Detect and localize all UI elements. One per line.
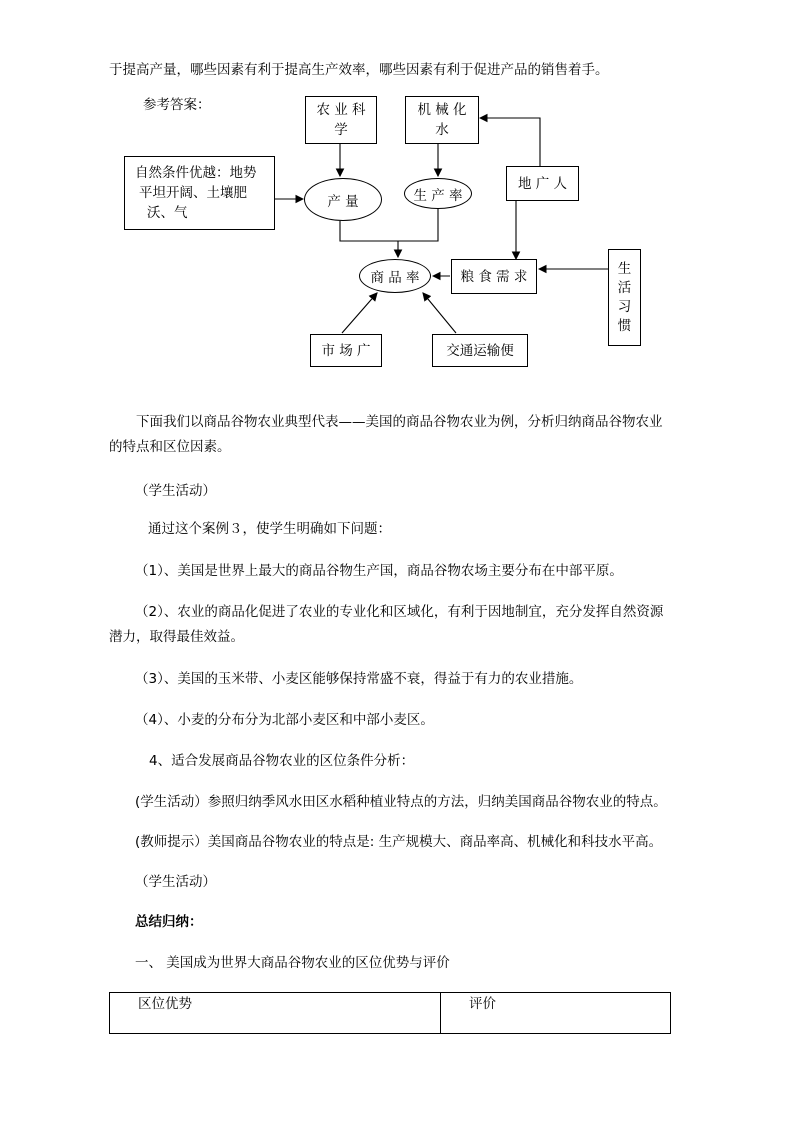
grain-demand-box: 粮 食 需 求 [451,259,537,294]
item-2b: 潜力，取得最佳效益。 [109,629,244,645]
market-box: 市 场 广 [310,334,382,367]
top-line: 于提高产量，哪些因素有利于提高生产效率，哪些因素有利于促进产品的销售着手。 [109,62,609,78]
paragraph-1b: 的特点和区位因素。 [109,439,231,455]
transport-box: 交通运输便 [432,334,528,367]
summary-item-1: 一、 美国成为世界大商品谷物农业的区位优势与评价 [135,955,450,971]
item-4: （4）、小麦的分布分为北部小麦区和中部小麦区。 [135,712,434,728]
natural-conditions-box [124,156,275,230]
answer-label: 参考答案： [143,97,211,113]
commodity-rate-node: 商 品 率 [359,259,431,293]
evaluation-table [109,992,671,1034]
case-intro: 通过这个案例３，使学生明确如下问题： [148,521,391,537]
natural-conditions-line2: 平坦开阔、土壤肥 [139,185,247,201]
agri-science-line2: 学 [334,122,348,138]
mechanization-line2: 水 [435,122,449,138]
habits-char1: 生 [617,260,632,277]
teacher-hint: (教师提示）美国商品谷物农业的特点是: 生产规模大、商品率高、机械化和科技水平高。 [135,834,663,850]
summary-heading: 总结归纳： [135,914,203,930]
table-header-advantage: 区位优势 [110,993,441,1034]
mechanization-line1: 机 械 化 [417,102,467,118]
natural-conditions-line3: 沃、气 [147,205,188,221]
table-row [110,993,671,1034]
table-header-evaluation: 评价 [441,993,671,1034]
student-activity-1: （学生活动） [135,483,216,499]
mechanization-box [405,96,479,144]
habits-char4: 惯 [617,317,632,334]
section-4: 4、适合发展商品谷物农业的区位条件分析： [149,753,415,769]
diagram-arrows [0,0,794,400]
item-1: （1）、美国是世界上最大的商品谷物生产国，商品谷物农场主要分布在中部平原。 [135,563,623,579]
agri-science-line1: 农 业 科 [316,102,366,118]
student-activity-3: （学生活动） [135,874,216,890]
student-activity-2: (学生活动）参照归纳季风水田区水稻种植业特点的方法，归纳美国商品谷物农业的特点。 [135,794,667,810]
habits-char2: 活 [617,279,632,296]
natural-conditions-line1: 自然条件优越：地势 [135,165,257,181]
productivity-node: 生 产 率 [404,178,472,209]
item-2a: （2）、农业的商品化促进了农业的专业化和区域化，有利于因地制宜，充分发挥自然资源 [135,604,664,620]
habits-char3: 习 [617,298,632,315]
output-node: 产 量 [304,178,382,221]
paragraph-1a: 下面我们以商品谷物农业典型代表——美国的商品谷物农业为例，分析归纳商品谷物农业 [136,414,663,430]
habits-box [608,249,641,346]
item-3: （3）、美国的玉米带、小麦区能够保持常盛不衰，得益于有力的农业措施。 [135,671,583,687]
land-people-box: 地 广 人 [506,166,579,201]
agri-science-box [305,96,377,144]
